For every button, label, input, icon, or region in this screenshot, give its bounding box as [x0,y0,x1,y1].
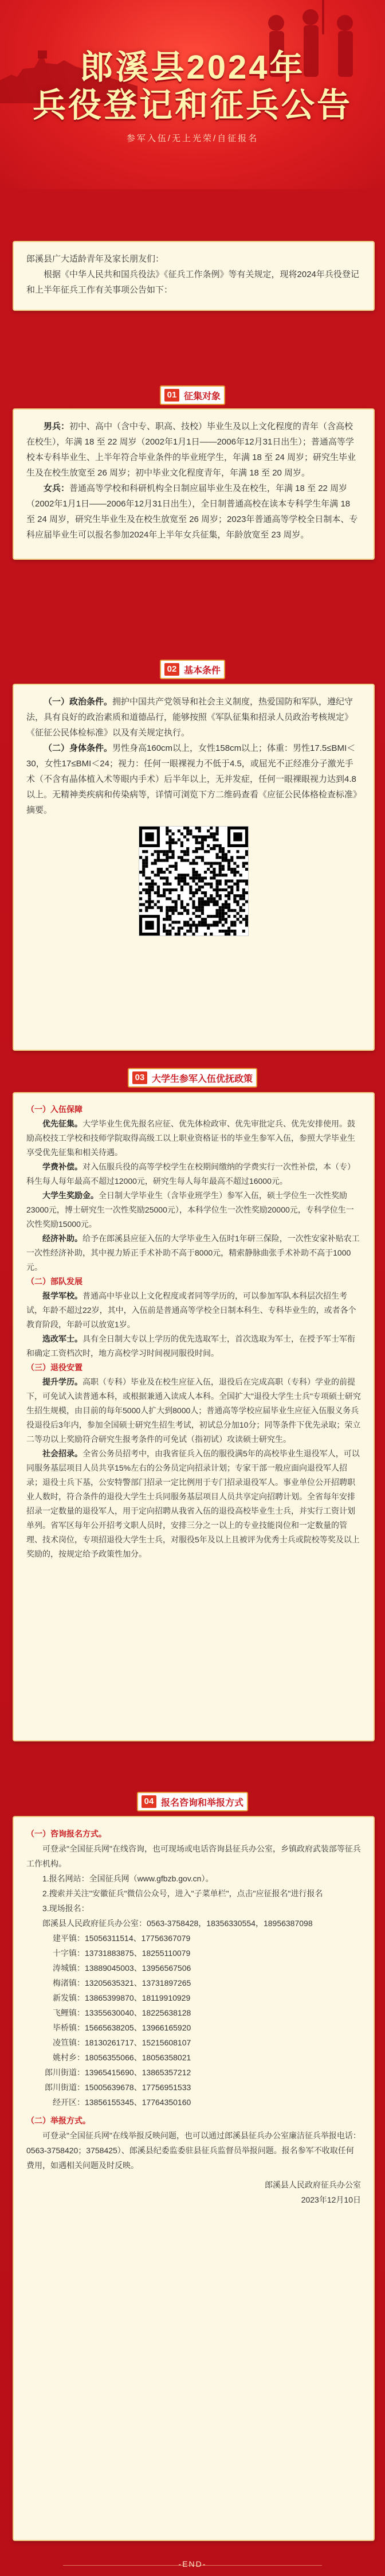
male-label: 男兵： [44,422,70,431]
policy-heading-3: （三）退役安置 [26,1363,82,1372]
signature: 郎溪县人民政府征兵办公室 [265,2180,361,2189]
policy-item-body: 给予在郎溪县应征入伍的大学毕业生入伍时1年研三保险，一次性安家补贴农工一次性经济补助，其中视力矫正手术补助不高于8000元，精索静脉曲张手术补助不高于1000元。 [26,1234,360,1272]
contact-separator: ： [77,1978,85,1987]
male-requirements: 初中、高中（含中专、职高、技校）毕业生及以上文化程度的青年（含高校在校生），年满 18 至 22 周岁（2002年1月1日——2006年12月31日出生）；普通高等学校本专科毕业生、上半年符合毕业条件的毕业班学生，年满 18 至 24 周岁；研究生毕业生及在校生放宽至 26 周岁；初中毕业文化程度青年，年满 18 至 20 周岁。 [26,422,356,478]
policy-heading-2: （二）部队发展 [26,1277,82,1286]
contact-row [26,2065,361,2080]
policy-item-body: 对入伍服兵役的高等学校学生在校期间缴纳的学费实行一次性补偿，本（专）科生每人每年最高不超过12000元，研究生每人每年最高不超过16000元。 [26,1162,355,1186]
contact-phone: 15005639678、17756951533 [85,2083,191,2092]
policy-item-title: 提升学历。 [42,1377,82,1386]
consult-step-1[interactable]: 1.报名网站：全国征兵网（www.gfbzb.gov.cn）。 [42,1874,214,1883]
contact-town: 十字镇 [53,1948,77,1958]
contact-separator: ： [77,2023,85,2032]
contact-town: 涛城镇 [53,1963,77,1973]
consult-heading: （一）咨询报名方式。 [26,1829,107,1838]
policy-item-body: 全日制大学毕业生（含毕业班学生）参军入伍，硕士学位生一次性奖励23000元，博士研究生一次性奖励25000元），本科学位生一次性奖励20000元，专科学位生一次性奖励15000元。 [26,1191,354,1229]
policy-item-title: 经济补助。 [42,1234,82,1243]
policy-item-body: 全省公务员招考中，由我省征兵入伍的服役满5年的高校毕业生退役军人，可以同服务基层项目人员共享15%左右的公务员定向招录计划；专家干部一般应面向退役军人招录；退役士兵下基，公安特警部门招录一定比例用于专门招录退役军人。事业单位公开招聘职业人数时，符合条件的退役大学生士兵同服务基层项目人员共享定向招聘计划。全省每年安排招录一定数量的退役军人，用于定向招聘从我省入伍的退役高校毕业生士兵，并实行工资计划单列。省军区每年公开招考文职人员时，安排三分之一以上的专业技能岗位和一定数量的管理、技术岗位，专项招退役大学生士兵，对服役5年及以上且被评为优秀士兵或院校等奖及以上奖励的，按规定给予政策性加分。 [26,1449,360,1558]
contact-town: 姚村乡 [53,2053,77,2062]
contact-list [26,1931,361,2110]
contact-row [26,1990,361,2005]
contact-phone: 18130261717、15215608107 [85,2038,191,2047]
section-card-03 [13,1092,375,1741]
contact-separator: ： [77,2008,85,2017]
section-badge-01 [160,385,225,405]
title-line-1: 郎溪县2024年 [80,49,305,86]
consult-intro: 可登录"全国征兵网"在线咨询，也可现场或电话咨询县征兵办公室，乡镇政府武装部等征兵工作机构。 [26,1844,361,1868]
section-number: 02 [164,663,179,676]
section-badge-04 [137,1792,248,1811]
female-label: 女兵： [44,484,70,493]
contact-row [26,1975,361,1990]
section-number: 01 [164,389,179,402]
politics-title: （一）政治条件。 [44,697,113,707]
intro-card [13,241,375,311]
contact-row [26,2020,361,2035]
section-badge-03 [128,1068,257,1088]
header-banner [0,0,385,189]
physical-title: （二）身体条件。 [44,743,113,753]
title-line-2: 兵役登记和征兵公告 [32,87,352,124]
contact-phone: 13965415690、13865357212 [85,2068,191,2077]
section-number: 03 [132,1071,147,1084]
policy-item-title: 选改军士。 [42,1334,82,1343]
policy-heading-1: （一）入伍保障 [26,1105,82,1114]
contact-town: 凌笪镇 [53,2038,77,2047]
section-number: 04 [142,1795,156,1808]
contact-separator: ： [77,1948,85,1958]
contact-row [26,2050,361,2065]
contact-town: 郎川街道 [45,2083,77,2092]
contact-row [26,2005,361,2020]
policy-item-body: 具有全日制大专以上学历的优先选取军士，首次选取为军士，在授予军士军衔和确定工资档次时，地方高校学习时间视同服役时间。 [26,1334,355,1358]
contact-phone: 13865399870、18119910929 [85,1993,191,2002]
section-label: 征集对象 [183,391,221,402]
contact-row [26,2035,361,2050]
contact-row [26,2080,361,2095]
policy-item-title: 社会招录。 [42,1449,82,1458]
intro-body: 根据《中华人民共和国兵役法》《征兵工作条例》等有关规定，现将2024年兵役登记和上半年征兵工作有关事项公告如下： [26,270,359,295]
contact-town: 经开区 [53,2098,77,2107]
physical-body: 男性身高160cm以上，女性158cm以上；体重：男性17.5≤BMI＜30，女性17≤BMI＜24；视力：任何一眼裸视力不低于4.5，或屈光不正经准分子激光手术（不含有晶体植入术等眼内手术）后半年以上，无并发症，任何一眼裸眼视力达到4.8以上。无精神类疾病和传染病等，详情可浏览下方二维码查看《应征公民体格检查标准》摘要。 [26,743,358,815]
female-requirements: 普通高等学校和科研机构全日制应届毕业生及在校生，年满 18 至 22 周岁（2002年1月1日——2006年12月31日出生），全日制普通高校在读本专科学生年满 18 至 24 周岁，研究生毕业生及在校生放宽至 26 周岁；2023年普通高等学校全日制本、专科应届毕业生可以报名参加2024年上半年女兵征集，年龄放宽至 23 周岁。 [26,484,358,540]
section-card-02 [13,684,375,1051]
qr-code-icon [139,827,248,936]
contact-row [26,2095,361,2110]
page-title [0,49,385,124]
contact-phone: 15665638205、13966165920 [85,2023,191,2032]
contact-phone: 15056311514、17756367079 [85,1934,191,1943]
contact-separator: ： [77,2083,85,2092]
policy-item-body: 大学毕业生优先报名应征、优先体检政审、优先审批定兵、优先安排使用。鼓励高校技工学校和技师学院取得高级工以上职业资格证书的毕业生参军入伍，参照大学毕业生享受优先征集和相关待遇。 [26,1119,355,1157]
section-card-01 [13,408,375,560]
office-contact: 郎溪县人民政府征兵办公室：0563-3758428，18356330554，18956387098 [42,1919,313,1928]
section-card-04 [13,1816,375,2541]
report-heading: （二）举报方式。 [26,2116,91,2125]
section-label: 报名咨询和举报方式 [160,1798,244,1808]
contact-phone: 13731883875、18255110079 [85,1948,191,1958]
qr-code[interactable] [139,826,249,936]
contact-phone: 18056355066、18056358021 [85,2053,191,2062]
contact-town: 郎川街道 [45,2068,77,2077]
politics-body: 拥护中国共产党领导和社会主义制度，热爱国防和军队，遵纪守法，具有良好的政治素质和道德品行，能够按照《军队征集和招录人员政治考核规定》《征征公民体检标准》以及有关规定执行。 [26,697,353,738]
contact-town: 毕桥镇 [53,2023,77,2032]
contact-row [26,1946,361,1961]
contact-separator: ： [77,2038,85,2047]
policy-item-title: 大学生奖励金。 [42,1191,99,1200]
policy-item-title: 报学军校。 [42,1291,82,1300]
contact-separator: ： [77,1934,85,1943]
section-label: 基本条件 [183,665,221,676]
contact-town: 新发镇 [53,1993,77,2002]
footer-end: -END- [178,2559,207,2569]
report-body: 可登录"全国征兵网"在线举报反映问题，也可以通过郎溪县征兵办公室廉洁征兵举报电话：0563-3758420；3758425）、郎溪县纪委监委驻县征兵监督员举报问题。报名参军不收取任何费用，如遇相关问题及时反映。 [26,2131,361,2170]
policy-item-body: 普通高中毕业以上文化程度或者同等学历的，可以参加军队本科层次招生考试，年龄不超过22岁，其中，入伍前是普通高等学校全日制本科生、专科毕业生的，或者各个教育阶段，年龄可以放宽1岁。 [26,1291,356,1329]
intro-greeting: 郎溪县广大适龄青年及家长朋友们： [26,254,164,264]
contact-row [26,1961,361,1975]
section-badge-02 [160,660,225,679]
contact-phone: 13355630040、18225638128 [85,2008,191,2017]
consult-step-2: 2.搜索并关注"安徽征兵"微信公众号，进入"子菜单栏"，点击"应征报名"进行报名 [42,1889,323,1898]
contact-separator: ： [77,1963,85,1973]
signature-date: 2023年12月10日 [301,2195,361,2204]
contact-phone: 13205635321、13731897265 [85,1978,191,1987]
policy-item-body: 高职（专科）毕业及在校生应征入伍，退役后在完成高职（专科）学业的前提下，可免试入读普通本科，或根据兼通入读成人本科。全国扩大"退役大学生士兵"专项硕士研究生招生规模，由目前的每年5000人扩大到8000人；普通高等学校应届毕业生应征入伍服义务兵役退役后3年内，参加全国硕士研究生招生考试，初试总分加10分；同等条件下优先录取；荣立二等功以上奖励符合研究生报考条件的可免试（指初试）攻读硕士研究生。 [26,1377,361,1444]
policy-item-title: 优先征集。 [42,1119,82,1128]
contact-row [26,1931,361,1946]
contact-town: 飞鲤镇 [53,2008,77,2017]
contact-phone: 13856155345、17764350160 [85,2098,191,2107]
contact-separator: ： [77,1993,85,2002]
contact-separator: ： [77,2068,85,2077]
contact-separator: ： [77,2053,85,2062]
contact-town: 梅渚镇 [53,1978,77,1987]
page-subtitle: 参军入伍/无上光荣/自征报名 [126,134,259,143]
contact-town: 建平镇 [53,1934,77,1943]
policy-item-title: 学费补偿。 [42,1162,82,1171]
section-label: 大学生参军入伍优抚政策 [151,1074,253,1084]
contact-separator: ： [77,2098,85,2107]
consult-step-3: 3.现场报名： [42,1904,89,1913]
contact-phone: 13889045003、13956567506 [85,1963,191,1973]
